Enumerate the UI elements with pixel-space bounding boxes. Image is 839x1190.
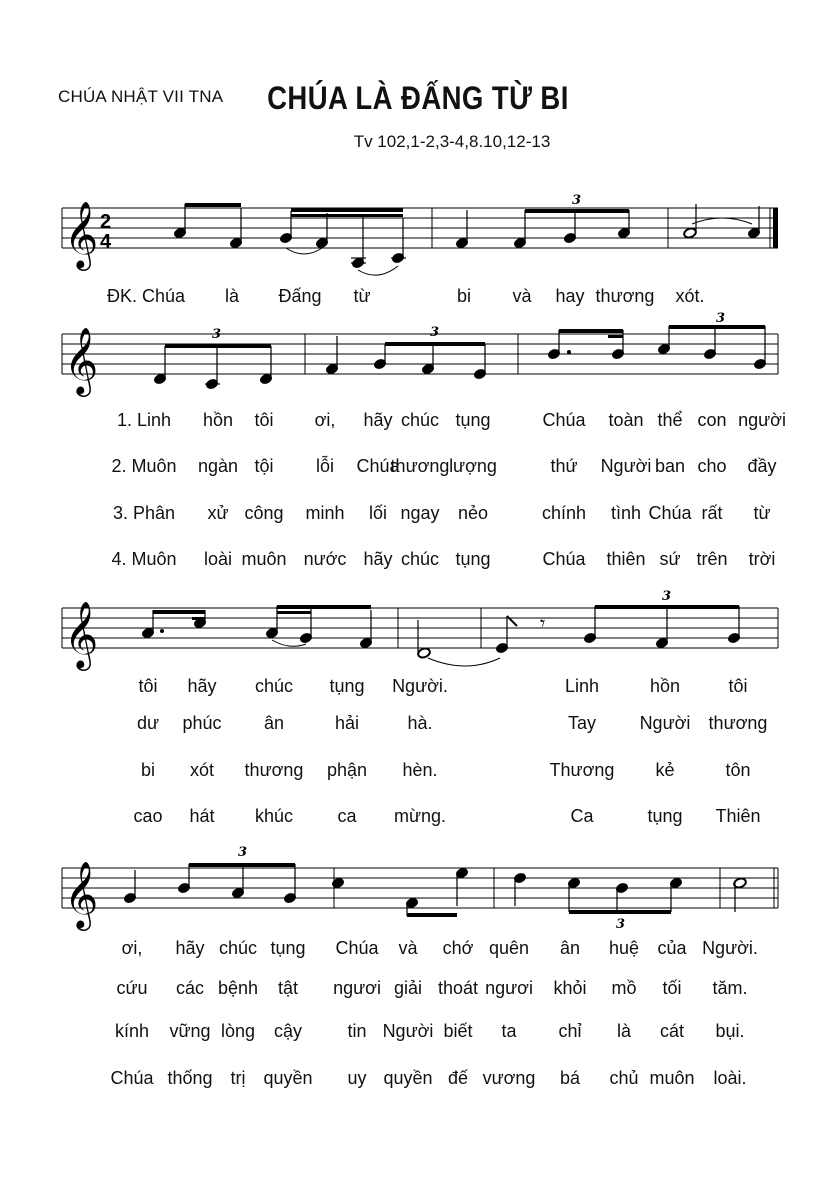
- sys2-lyric-word: nẻo: [457, 503, 489, 523]
- sys4-lyric-word: vương: [482, 1068, 536, 1088]
- sys3-lyric-word: hồn: [649, 676, 681, 696]
- sys3-lyric-word: kẻ: [655, 760, 675, 780]
- sys4-lyric-word: tin: [347, 1021, 367, 1041]
- sys2-lyric-word: tụng: [455, 410, 491, 430]
- sys2-lyric-word: lỗi: [315, 456, 335, 476]
- sys3-lyric-word: ân: [263, 713, 285, 733]
- sys4-lyric-word: Người.: [702, 938, 758, 958]
- sys2-lyric-word: hãy: [363, 410, 393, 430]
- sys2-lyric-word: từ: [753, 503, 771, 523]
- sys2-lyric-word: ngàn: [197, 456, 239, 476]
- sys2-lyric-word: thể: [657, 410, 683, 430]
- sys3-lyric-word: khúc: [254, 806, 294, 826]
- sys3-lyric-word: phận: [326, 760, 368, 780]
- sys2-lyric-word: chúc: [400, 549, 440, 569]
- sys3-lyric-word: Người.: [392, 676, 448, 696]
- sys4-lyric-word: kính: [114, 1021, 150, 1041]
- time-signature-bottom: 4: [100, 231, 112, 253]
- staff-system-1: [0, 193, 839, 286]
- sys3-lyric-word: hải: [334, 713, 360, 733]
- sys4-lyric-word: là: [616, 1021, 632, 1041]
- sys4-lyric-word: bệnh: [217, 978, 259, 998]
- song-title: CHÚA LÀ ĐẤNG TỪ BI: [267, 80, 569, 116]
- sys2-lyric-word: Chúa: [542, 549, 586, 569]
- sys2-lyric-word: toàn: [608, 410, 644, 430]
- sys2-lyric-word: 2. Muôn: [111, 456, 177, 476]
- sys4-lyric-word: trị: [230, 1068, 246, 1088]
- refrain-lyric-word: là: [224, 286, 240, 306]
- sys2-lyric-word: con: [697, 410, 727, 430]
- sys2-lyric-word: 4. Muôn: [111, 549, 177, 569]
- psalm-reference: Tv 102,1-2,3-4,8.10,12-13: [353, 132, 551, 151]
- sys4-lyric-word: chủ: [609, 1068, 639, 1088]
- sys4-lyric-word: khỏi: [553, 978, 587, 998]
- sys3-lyric-word: tụng: [329, 676, 365, 696]
- sys3-lyric-word: tôn: [725, 760, 751, 780]
- sys3-lyric-word: cao: [133, 806, 163, 826]
- sys4-lyric-word: cậy: [273, 1021, 303, 1041]
- sys4-lyric-word: cát: [659, 1021, 685, 1041]
- sys2-lyric-word: chúc: [400, 410, 440, 430]
- sys2-lyric-word: người: [738, 410, 786, 430]
- sys3-lyric-word: Thiên: [715, 806, 761, 826]
- sys4-lyric-word: đế: [447, 1068, 469, 1088]
- sys3-lyric-word: ca: [337, 806, 357, 826]
- sys3-lyric-word: tôi: [138, 676, 158, 696]
- sys4-lyric-word: cứu: [116, 978, 148, 998]
- sys2-lyric-word: minh: [305, 503, 345, 523]
- time-signature-top: 2: [100, 211, 112, 233]
- sys2-lyric-word: tình: [610, 503, 642, 523]
- sys4-lyric-word: quyền: [383, 1068, 433, 1088]
- sys4-lyric-word: Chúa: [335, 938, 379, 958]
- tuplet-label: 3: [430, 325, 440, 340]
- sys2-lyric-word: lối: [368, 503, 388, 523]
- sys4-lyric-word: chớ: [442, 938, 474, 958]
- sys4-lyric-word: Người: [382, 1021, 434, 1041]
- treble-clef-icon: 𝄞: [64, 200, 99, 268]
- sys4-lyric-word: vững: [169, 1021, 211, 1041]
- sys4-lyric-word: hãy: [175, 938, 205, 958]
- sys4-lyric-word: ngươi: [333, 978, 381, 998]
- sys4-lyric-word: tăm.: [712, 978, 748, 998]
- sys4-lyric-word: thoát: [437, 978, 479, 998]
- sys4-lyric-word: ơi,: [121, 938, 143, 958]
- sys4-lyric-word: giải: [393, 978, 423, 998]
- sys2-lyric-word: Người: [600, 456, 652, 476]
- sys4-lyric-word: và: [398, 938, 418, 958]
- sys4-lyric-word: tụng: [270, 938, 306, 958]
- sys4-lyric-word: tối: [662, 978, 682, 998]
- tuplet-label: 3: [616, 917, 626, 932]
- sys3-lyric-word: hát: [189, 806, 215, 826]
- sys3-lyric-word: Người: [639, 713, 691, 733]
- tuplet-label: 3: [212, 327, 222, 342]
- sys2-lyric-word: cho: [697, 456, 727, 476]
- sys2-lyric-word: công: [244, 503, 284, 523]
- sys4-lyric-word: loài.: [713, 1068, 747, 1088]
- refrain-lyric-word: hay: [555, 286, 585, 306]
- sys4-lyric-word: tật: [277, 978, 299, 998]
- sys3-lyric-word: thương: [244, 760, 304, 780]
- tuplet-label: 3: [662, 589, 672, 604]
- occasion-label: CHÚA NHẬT VII TNA: [58, 87, 224, 106]
- sys4-lyric-word: muôn: [649, 1068, 695, 1088]
- sys2-lyric-word: trời: [748, 549, 776, 569]
- sys3-lyric-word: tôi: [728, 676, 748, 696]
- sys2-lyric-word: hồn: [202, 410, 234, 430]
- sys2-lyric-word: tội: [254, 456, 274, 476]
- sys3-lyric-word: hãy: [187, 676, 217, 696]
- sys2-lyric-word: sứ: [659, 549, 681, 569]
- sys2-lyric-word: tôi: [254, 410, 274, 430]
- sys4-lyric-word: thống: [167, 1068, 213, 1088]
- tuplet-label: 3: [716, 311, 726, 326]
- treble-clef-icon: 𝄞: [64, 326, 99, 394]
- sys2-lyric-word: Chúa: [356, 456, 400, 476]
- sys3-lyric-word: tụng: [647, 806, 683, 826]
- sys4-lyric-word: quên: [488, 938, 530, 958]
- refrain-lyric-word: xót.: [675, 286, 705, 306]
- sys4-lyric-word: ân: [559, 938, 581, 958]
- sys2-lyric-word: thương: [390, 456, 450, 476]
- sys4-lyric-word: các: [175, 978, 205, 998]
- sys4-lyric-word: lòng: [220, 1021, 256, 1041]
- refrain-lyric-word: bi: [456, 286, 472, 306]
- sys4-lyric-word: bụi.: [715, 1021, 745, 1041]
- sys4-lyric-word: uy: [347, 1068, 367, 1088]
- treble-clef-icon: 𝄞: [64, 860, 99, 928]
- sys2-lyric-word: đầy: [747, 456, 777, 476]
- sys2-lyric-word: ban: [654, 456, 686, 476]
- sys2-lyric-word: Chúa: [648, 503, 692, 523]
- sys3-lyric-word: Ca: [570, 806, 594, 826]
- sys3-lyric-word: chúc: [254, 676, 294, 696]
- sys2-lyric-word: hãy: [363, 549, 393, 569]
- refrain-lyric-word: và: [512, 286, 532, 306]
- sys4-lyric-word: ngươi: [485, 978, 533, 998]
- staff-system-4: [0, 845, 839, 946]
- sys3-lyric-word: xót: [189, 760, 215, 780]
- sys3-lyric-word: phúc: [182, 713, 222, 733]
- sys2-lyric-word: ơi,: [314, 410, 336, 430]
- sys3-lyric-word: dư: [136, 713, 160, 733]
- sys2-lyric-word: nước: [303, 549, 347, 569]
- sys2-lyric-word: muôn: [241, 549, 287, 569]
- sys2-lyric-word: xử: [207, 503, 229, 523]
- refrain-lyric-word: ĐK. Chúa: [106, 286, 186, 306]
- sys4-lyric-word: ta: [501, 1021, 517, 1041]
- sys3-lyric-word: Linh: [564, 676, 600, 696]
- sys2-lyric-word: 3. Phân: [112, 503, 176, 523]
- sys3-lyric-word: mừng.: [393, 806, 447, 826]
- sys4-lyric-word: bá: [559, 1068, 581, 1088]
- sys2-lyric-word: thiên: [606, 549, 646, 569]
- tuplet-label: 3: [238, 845, 248, 860]
- rest-icon: 𝄾: [540, 611, 546, 635]
- sys2-lyric-word: lượng: [449, 456, 497, 476]
- sys4-lyric-word: biết: [443, 1021, 473, 1041]
- refrain-lyric-word: từ: [353, 286, 371, 306]
- sys4-lyric-word: quyền: [263, 1068, 313, 1088]
- sys2-lyric-word: loài: [203, 549, 233, 569]
- refrain-lyric-word: Đấng: [278, 286, 322, 306]
- sys4-lyric-word: huệ: [608, 938, 640, 958]
- sys2-lyric-word: tụng: [455, 549, 491, 569]
- staff-system-2: [0, 311, 839, 412]
- sys3-lyric-word: hà.: [407, 713, 433, 733]
- refrain-lyric-word: thương: [595, 286, 655, 306]
- sys4-lyric-word: mồ: [611, 978, 637, 998]
- sys4-lyric-word: chúc: [218, 938, 258, 958]
- sys3-lyric-word: hèn.: [402, 760, 438, 780]
- sys2-lyric-word: chính: [541, 503, 587, 523]
- sys2-lyric-word: 1. Linh: [116, 410, 172, 430]
- sys2-lyric-word: thứ: [550, 456, 578, 476]
- treble-clef-icon: 𝄞: [64, 600, 99, 668]
- sys2-lyric-word: Chúa: [542, 410, 586, 430]
- staff-system-3: [0, 589, 839, 686]
- sys3-lyric-word: Tay: [567, 713, 597, 733]
- sys2-lyric-word: rất: [701, 503, 723, 523]
- sys4-lyric-word: Chúa: [110, 1068, 154, 1088]
- sys2-lyric-word: ngay: [400, 503, 440, 523]
- sys4-lyric-word: của: [657, 938, 687, 958]
- sys3-lyric-word: Thương: [549, 760, 615, 780]
- sys4-lyric-word: chỉ: [558, 1021, 582, 1041]
- tuplet-label: 3: [572, 193, 582, 208]
- sys2-lyric-word: trên: [696, 549, 728, 569]
- sys3-lyric-word: thương: [708, 713, 768, 733]
- sys3-lyric-word: bi: [140, 760, 156, 780]
